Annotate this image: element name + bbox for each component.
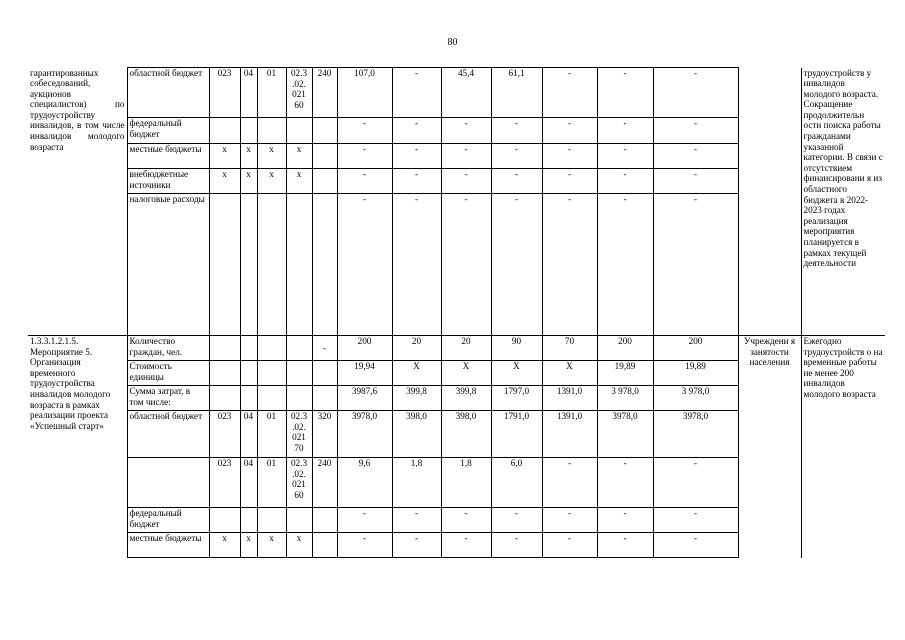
activity-cell: 1.3.3.1.2.1.5. Мероприятие 5. Организация временного трудоустройства инвалидов молодого возраста в рамках реализации проекта «Успешный старт» xyxy=(28,336,127,558)
value-cell: - xyxy=(392,144,441,169)
budget-code-cell: х xyxy=(240,169,257,194)
executor-cell: Учреждени я занятости населения xyxy=(738,336,801,558)
value-cell: - xyxy=(392,533,441,558)
value-cell: - xyxy=(653,458,738,508)
budget-code-cell xyxy=(257,118,286,144)
budget-code-cell xyxy=(209,361,240,386)
value-cell: 19,94 xyxy=(337,361,392,386)
value-cell: 20 xyxy=(441,336,491,361)
value-cell: 3978,0 xyxy=(653,411,738,458)
value-cell: - xyxy=(597,533,653,558)
value-cell: - xyxy=(441,508,491,533)
budget-code-cell xyxy=(257,336,286,361)
budget-code-cell: 320 xyxy=(312,411,337,458)
budget-code-cell: 01 xyxy=(257,68,286,118)
funding-source-cell: Стоимость единицы xyxy=(127,361,209,386)
value-cell: - xyxy=(653,533,738,558)
value-cell: - xyxy=(597,68,653,118)
budget-code-cell: 240 xyxy=(312,68,337,118)
value-cell: - xyxy=(542,118,597,144)
value-cell: - xyxy=(491,144,542,169)
value-cell: - xyxy=(597,194,653,336)
funding-source-cell: областной бюджет xyxy=(127,411,209,458)
value-cell: - xyxy=(597,458,653,508)
value-cell: 398,0 xyxy=(392,411,441,458)
value-cell: 399,8 xyxy=(392,386,441,411)
value-cell: - xyxy=(491,169,542,194)
value-cell: 1391,0 xyxy=(542,386,597,411)
value-cell: 1797,0 xyxy=(491,386,542,411)
value-cell: 6,0 xyxy=(491,458,542,508)
funding-source-cell: Количество граждан, чел. xyxy=(127,336,209,361)
value-cell: - xyxy=(337,144,392,169)
value-cell: - xyxy=(392,169,441,194)
budget-code-cell xyxy=(240,361,257,386)
value-cell: - xyxy=(491,118,542,144)
budget-code-cell: 02.3 .02. 021 70 xyxy=(286,411,312,458)
value-cell: - xyxy=(441,144,491,169)
value-cell: 90 xyxy=(491,336,542,361)
value-cell: 3978,0 xyxy=(597,411,653,458)
value-cell: 200 xyxy=(653,336,738,361)
value-cell: 20 xyxy=(392,336,441,361)
executor-cell xyxy=(738,68,801,336)
value-cell: 1791,0 xyxy=(491,411,542,458)
budget-code-cell: 023 xyxy=(209,68,240,118)
value-cell: - xyxy=(337,194,392,336)
budget-code-cell: 02.3 .02. 021 60 xyxy=(286,458,312,508)
funding-source-cell: областной бюджет xyxy=(127,68,209,118)
budget-code-cell: 04 xyxy=(240,411,257,458)
value-cell: - xyxy=(597,144,653,169)
result-cell: Ежегодно трудоустройств о на временные работы не менее 200 инвалидов молодого возраста xyxy=(801,336,885,558)
funding-source-cell: местные бюджеты xyxy=(127,144,209,169)
value-cell: 61,1 xyxy=(491,68,542,118)
value-cell: 45,4 xyxy=(441,68,491,118)
value-cell: - xyxy=(392,118,441,144)
value-cell: - xyxy=(337,118,392,144)
funding-source-cell: федеральный бюджет xyxy=(127,118,209,144)
value-cell: 200 xyxy=(337,336,392,361)
budget-code-cell xyxy=(209,386,240,411)
budget-code-cell xyxy=(286,336,312,361)
value-cell: - xyxy=(441,533,491,558)
funding-source-cell: Сумма затрат, в том числе: xyxy=(127,386,209,411)
value-cell: 70 xyxy=(542,336,597,361)
value-cell: - xyxy=(392,68,441,118)
funding-source-cell: местные бюджеты xyxy=(127,533,209,558)
budget-code-cell xyxy=(240,336,257,361)
value-cell: - xyxy=(597,118,653,144)
value-cell: - xyxy=(542,144,597,169)
budget-code-cell: х xyxy=(240,533,257,558)
budget-code-cell: 02.3 .02. 021 60 xyxy=(286,68,312,118)
budget-code-cell xyxy=(286,194,312,336)
budget-code-cell xyxy=(286,508,312,533)
budget-code-cell: х xyxy=(209,144,240,169)
value-cell: - xyxy=(653,508,738,533)
budget-code-cell xyxy=(312,533,337,558)
budget-code-cell: х xyxy=(257,533,286,558)
page-number: 80 xyxy=(447,37,458,48)
result-cell: трудоустройств у инвалидов молодого возраста. Сокращение продолжительн ости поиска работы гражданами указанной категории. В связи с отсутствием финансировани я из областного бюджета в 2022-2023 годах реализация мероприятия планируется в рамках текущей деятельности xyxy=(801,68,885,336)
value-cell: - xyxy=(653,118,738,144)
budget-code-cell: - xyxy=(312,336,337,361)
value-cell: 3 978,0 xyxy=(597,386,653,411)
budget-code-cell xyxy=(312,508,337,533)
budget-code-cell: 01 xyxy=(257,458,286,508)
budget-code-cell: х xyxy=(286,169,312,194)
value-cell: - xyxy=(337,169,392,194)
budget-code-cell xyxy=(312,144,337,169)
budget-code-cell: 01 xyxy=(257,411,286,458)
value-cell: Х xyxy=(542,361,597,386)
value-cell: - xyxy=(491,508,542,533)
budget-code-cell xyxy=(209,336,240,361)
budget-code-cell xyxy=(286,118,312,144)
funding-source-cell: налоговые расходы xyxy=(127,194,209,336)
value-cell: - xyxy=(542,68,597,118)
value-cell: - xyxy=(392,194,441,336)
budget-code-cell xyxy=(257,194,286,336)
budget-code-cell xyxy=(257,508,286,533)
value-cell: 107,0 xyxy=(337,68,392,118)
budget-code-cell xyxy=(312,194,337,336)
value-cell: - xyxy=(392,508,441,533)
funding-source-cell xyxy=(127,458,209,508)
value-cell: 1,8 xyxy=(392,458,441,508)
value-cell: 399,8 xyxy=(441,386,491,411)
table-row xyxy=(28,68,885,118)
budget-code-cell: х xyxy=(257,144,286,169)
value-cell: - xyxy=(597,169,653,194)
value-cell: 3987,6 xyxy=(337,386,392,411)
budget-code-cell: х xyxy=(257,169,286,194)
budget-code-cell: х xyxy=(209,169,240,194)
value-cell: - xyxy=(542,508,597,533)
value-cell: - xyxy=(337,533,392,558)
budget-code-cell xyxy=(240,508,257,533)
budget-code-cell xyxy=(312,118,337,144)
budget-code-cell: 04 xyxy=(240,68,257,118)
budget-code-cell xyxy=(257,386,286,411)
value-cell: Х xyxy=(491,361,542,386)
value-cell: 200 xyxy=(597,336,653,361)
funding-source-cell: внебюджетные источники xyxy=(127,169,209,194)
value-cell: - xyxy=(542,169,597,194)
budget-code-cell xyxy=(240,118,257,144)
budget-code-cell: 240 xyxy=(312,458,337,508)
value-cell: - xyxy=(441,169,491,194)
value-cell: Х xyxy=(441,361,491,386)
value-cell: 1391,0 xyxy=(542,411,597,458)
budget-code-cell xyxy=(240,194,257,336)
value-cell: - xyxy=(542,194,597,336)
value-cell: 1,8 xyxy=(441,458,491,508)
budget-code-cell xyxy=(257,361,286,386)
value-cell: - xyxy=(653,144,738,169)
funding-source-cell: федеральный бюджет xyxy=(127,508,209,533)
budget-code-cell: 04 xyxy=(240,458,257,508)
value-cell: - xyxy=(441,118,491,144)
value-cell: Х xyxy=(392,361,441,386)
value-cell: 19,89 xyxy=(597,361,653,386)
activity-cell: гарантированных собеседований, аукционов специалистов) по трудоустройству инвалидов, в том числе инвалидов молодого возраста xyxy=(28,68,127,336)
value-cell: - xyxy=(653,194,738,336)
value-cell: 3978,0 xyxy=(337,411,392,458)
budget-code-cell xyxy=(286,361,312,386)
value-cell: - xyxy=(653,68,738,118)
value-cell: - xyxy=(491,194,542,336)
budget-code-cell xyxy=(209,194,240,336)
budget-code-cell: х xyxy=(240,144,257,169)
budget-code-cell xyxy=(312,361,337,386)
budget-code-cell xyxy=(312,169,337,194)
value-cell: 3 978,0 xyxy=(653,386,738,411)
value-cell: - xyxy=(441,194,491,336)
value-cell: 19,89 xyxy=(653,361,738,386)
budget-code-cell xyxy=(209,508,240,533)
budget-table xyxy=(28,67,885,558)
table-row xyxy=(28,336,885,361)
budget-code-cell: х xyxy=(286,533,312,558)
value-cell: - xyxy=(337,508,392,533)
budget-code-cell xyxy=(286,386,312,411)
value-cell: - xyxy=(597,508,653,533)
budget-code-cell xyxy=(240,386,257,411)
value-cell: 398,0 xyxy=(441,411,491,458)
budget-code-cell xyxy=(312,386,337,411)
budget-code-cell: х xyxy=(209,533,240,558)
value-cell: - xyxy=(491,533,542,558)
value-cell: - xyxy=(542,533,597,558)
value-cell: - xyxy=(542,458,597,508)
budget-code-cell: 023 xyxy=(209,458,240,508)
budget-code-cell: х xyxy=(286,144,312,169)
value-cell: 9,6 xyxy=(337,458,392,508)
budget-code-cell: 023 xyxy=(209,411,240,458)
value-cell: - xyxy=(653,169,738,194)
budget-code-cell xyxy=(209,118,240,144)
